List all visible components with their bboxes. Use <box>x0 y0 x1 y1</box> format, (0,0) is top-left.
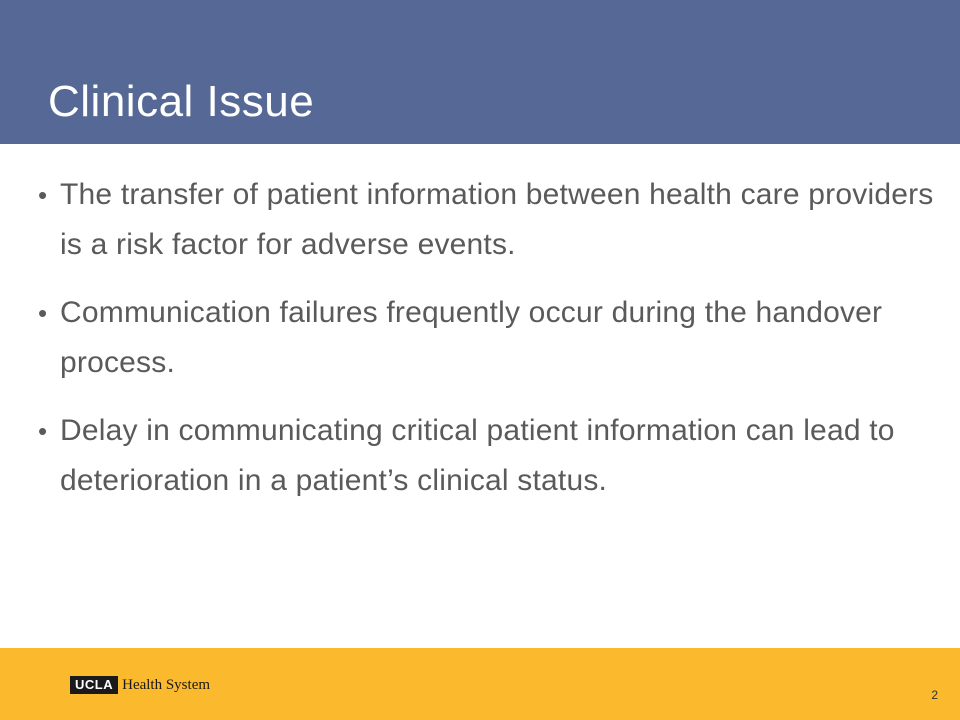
bullet-text: The transfer of patient information between health care providers is a risk factor for adverse events. <box>60 178 934 261</box>
bullet-item <box>34 406 934 506</box>
logo-mark: UCLA <box>70 676 118 694</box>
title-bar <box>0 0 960 144</box>
bullet-list <box>34 170 934 524</box>
bullet-item <box>34 170 934 270</box>
bullet-text: Communication failures frequently occur during the handover process. <box>60 296 883 379</box>
bullet-marker: • <box>38 180 48 210</box>
bullet-item <box>34 288 934 388</box>
bullet-marker: • <box>38 416 48 446</box>
ucla-health-system-logo <box>70 676 210 694</box>
page-number: 2 <box>931 688 938 702</box>
slide-title: Clinical Issue <box>48 77 315 126</box>
logo-text: Health System <box>122 677 211 693</box>
bullet-text: Delay in communicating critical patient information can lead to deterioration in a patient’s clinical status. <box>60 414 895 497</box>
bullet-marker: • <box>38 298 48 328</box>
